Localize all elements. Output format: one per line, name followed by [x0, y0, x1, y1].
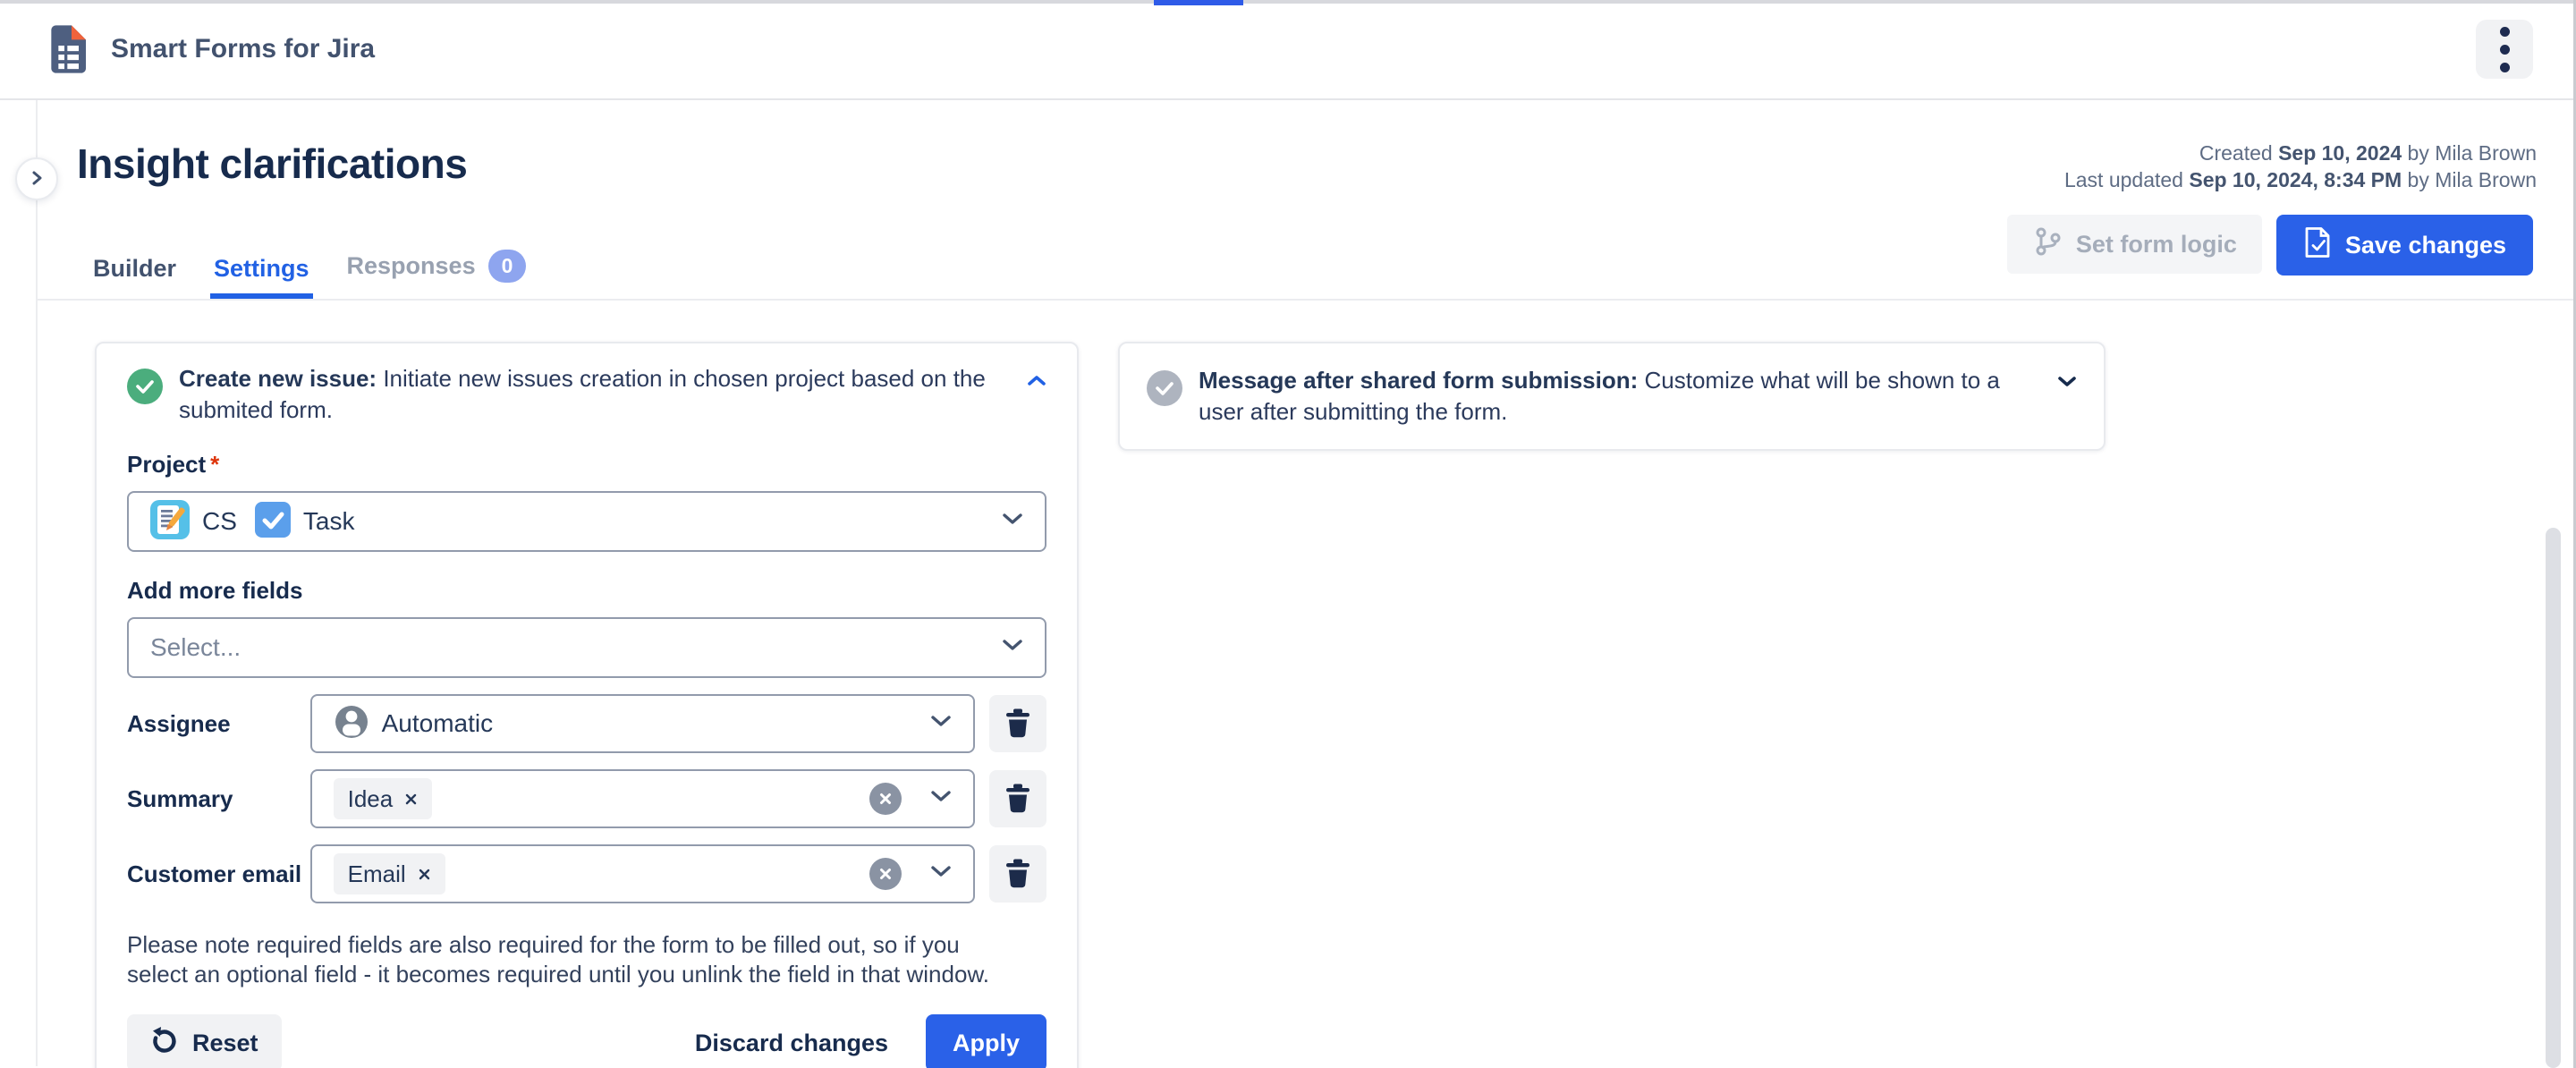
- panel-title: Create new issue: Initiate new issues creation in chosen project based on the submited form.: [179, 365, 986, 423]
- app-title: Smart Forms for Jira: [111, 34, 376, 64]
- summary-select[interactable]: [310, 769, 975, 828]
- top-edge-strip: [0, 0, 2576, 4]
- assignee-label: Assignee: [127, 709, 231, 737]
- scrollbar-thumb[interactable]: [2546, 528, 2561, 1068]
- project-label: Project *: [127, 451, 220, 478]
- trash-icon: [1004, 708, 1031, 741]
- message-after-submission-panel: [1118, 342, 2106, 451]
- save-changes-button[interactable]: Save changes: [2276, 215, 2533, 275]
- remove-tag-icon[interactable]: [418, 868, 431, 881]
- dropdown-icon: [930, 865, 952, 883]
- assignee-row: [127, 694, 1046, 753]
- collapse-panel-button[interactable]: [1027, 374, 1046, 389]
- project-value: CS: [202, 507, 237, 535]
- tabs-strip: [38, 215, 2576, 301]
- clear-icon[interactable]: [869, 858, 902, 890]
- summary-label: Summary: [127, 784, 233, 812]
- customer-email-label: Customer email: [127, 860, 302, 887]
- chevron-down-icon: [2057, 377, 2077, 391]
- add-more-fields-select[interactable]: [127, 617, 1046, 678]
- sidebar-expand-button[interactable]: [15, 157, 58, 200]
- kebab-menu-button[interactable]: [2476, 20, 2533, 79]
- select-placeholder: Select...: [150, 633, 242, 661]
- sidebar-rail-divider: [36, 100, 38, 1066]
- created-line: Created Sep 10, 2024 by Mila Brown: [2199, 141, 2537, 165]
- customer-email-select[interactable]: [310, 844, 975, 903]
- project-avatar-icon: [150, 500, 190, 544]
- chevron-right-icon: [30, 169, 44, 190]
- responses-count-badge: 0: [488, 250, 527, 283]
- customer-email-chip: Email: [334, 853, 445, 894]
- required-asterisk: *: [210, 451, 220, 478]
- customer-email-row: [127, 844, 1046, 903]
- reset-button[interactable]: Reset: [127, 1014, 282, 1068]
- summary-chip: Idea: [334, 778, 433, 819]
- remove-tag-icon[interactable]: [404, 793, 418, 806]
- page-title: Insight clarifications: [77, 140, 468, 187]
- clear-icon[interactable]: [869, 783, 902, 815]
- project-select[interactable]: [127, 491, 1046, 552]
- trash-icon: [1004, 858, 1031, 891]
- trash-icon: [1004, 783, 1031, 816]
- required-fields-note: Please note required fields are also required for the form to be filled out, so if you select an optional field - it becomes required until you unlink the field in that window.: [127, 931, 990, 987]
- remove-assignee-button[interactable]: [989, 695, 1046, 752]
- enabled-check-icon: [127, 369, 163, 404]
- main-area: [0, 100, 2576, 1066]
- form-logic-icon: [2032, 226, 2063, 263]
- app-logo-icon: [50, 24, 86, 74]
- save-icon: [2303, 226, 2332, 265]
- reset-icon: [150, 1026, 179, 1061]
- remove-summary-button[interactable]: [989, 770, 1046, 827]
- assignee-value: Automatic: [381, 709, 494, 737]
- assignee-avatar-icon: [334, 704, 369, 744]
- summary-row: [127, 769, 1046, 828]
- updated-line: Last updated Sep 10, 2024, 8:34 PM by Mila Brown: [2063, 168, 2537, 191]
- expand-panel-button[interactable]: [2057, 376, 2077, 391]
- tab-builder[interactable]: Builder: [93, 255, 177, 282]
- apply-button[interactable]: Apply: [926, 1014, 1046, 1068]
- top-loading-bar: [1154, 0, 1243, 5]
- panel-title: Message after shared form submission: Customize what will be shown to a user after submitting the form.: [1199, 367, 2000, 425]
- set-form-logic-button[interactable]: Set form logic: [2007, 215, 2262, 274]
- topbar: [0, 0, 2576, 100]
- add-more-fields-label: Add more fields: [127, 577, 303, 604]
- form-meta: [2064, 140, 2537, 193]
- create-issue-panel: [95, 342, 1079, 1068]
- discard-changes-button[interactable]: Discard changes: [694, 1029, 888, 1056]
- dropdown-icon: [1002, 513, 1023, 530]
- dropdown-icon: [930, 715, 952, 733]
- kebab-menu-icon: [2500, 27, 2510, 37]
- issue-type-task-icon: [255, 502, 291, 542]
- chevron-up-icon: [1027, 376, 1046, 389]
- assignee-select[interactable]: [310, 694, 975, 753]
- issue-type-value: Task: [302, 507, 355, 535]
- dropdown-icon: [1002, 639, 1023, 657]
- tab-list: [89, 250, 530, 299]
- disabled-check-icon: [1147, 370, 1182, 406]
- tab-responses[interactable]: Responses 0: [343, 250, 530, 299]
- remove-customer-email-button[interactable]: [989, 845, 1046, 903]
- dropdown-icon: [930, 790, 952, 808]
- tab-settings[interactable]: Settings: [210, 255, 313, 299]
